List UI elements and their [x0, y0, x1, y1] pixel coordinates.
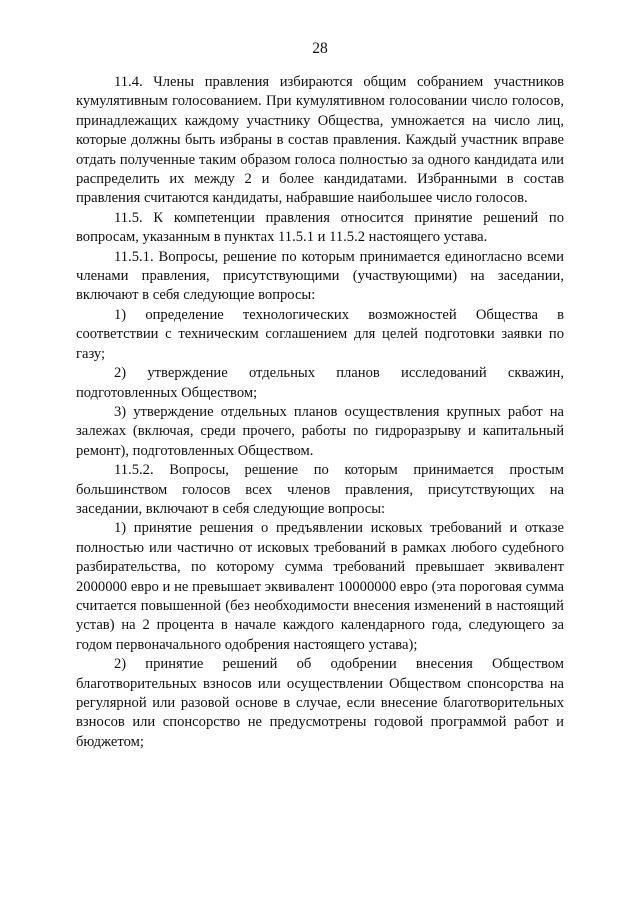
paragraph-11-5-2: 11.5.2. Вопросы, решение по которым принимается простым большинством голосов всех членов правления, присутствующих на заседании, включают в себя следующие вопросы:: [76, 462, 564, 517]
document-body: [76, 73, 564, 752]
list-item-11-5-1-3: 3) утверждение отдельных планов осуществления крупных работ на залежах (включая, среди прочего, работы по гидроразрыву и капитальный ремонт), подготовленных Обществом.: [76, 403, 564, 459]
list-item-11-5-1-2: 2) утверждение отдельных планов исследований скважин, подготовленных Обществом;: [76, 365, 564, 401]
list-item-11-5-2-1: 1) принятие решения о предъявлении исковых требований и отказе полностью или частично от исковых требований в рамках любого судебного разбирательства, по которому сумма требований превышает эквивалент 2000000 евро и не превышает эквивалент 10000000 евро (эта пороговая сумма считается повышенной (без необходимости внесения изменений в настоящий устав) на 2 процента в начале каждого календарного года, следующего за годом первоначального одобрения настоящего устава);: [76, 520, 564, 653]
paragraph-11-5: 11.5. К компетенции правления относится принятие решений по вопросам, указанным в пунктах 11.5.1 и 11.5.2 настоящего устава.: [76, 209, 564, 246]
list-item-11-5-2-2: 2) принятие решений об одобрении внесения Обществом благотворительных взносов или осуществлении Обществом спонсорства на регулярной или разовой основе в случае, если внесение благотворительных взносов или спонсорство не предусмотрены годовой программой работ и бюджетом;: [76, 656, 564, 750]
list-item-11-5-1-1: 1) определение технологических возможностей Общества в соответствии с техническим соглашением для целей подготовки заявки по газу;: [76, 306, 564, 362]
paragraph-11-4: 11.4. Члены правления избираются общим собранием участников кумулятивным голосованием. При кумулятивном голосовании число голосов, принадлежащих каждому участнику Общества, умножается на число лиц, которые должны быть избраны в состав правления. Каждый участник вправе отдать полученные таким образом голоса полностью за одного кандидата или распределить их между 2 и более кандидатами. Избранными в состав правления считаются кандидаты, набравшие наибольшее число голосов.: [76, 74, 564, 207]
page-number: 28: [312, 40, 328, 57]
paragraph-11-5-1: 11.5.1. Вопросы, решение по которым принимается единогласно всеми членами правления, присутствующими (участвующими) на заседании, включают в себя следующие вопросы:: [76, 248, 564, 304]
